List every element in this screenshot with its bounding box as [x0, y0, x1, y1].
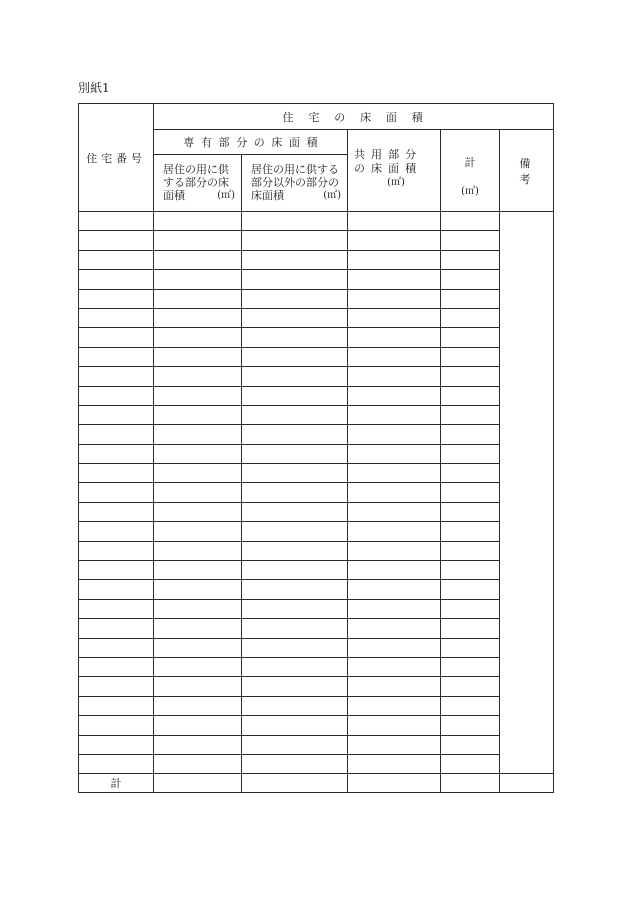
table-cell[interactable] [242, 444, 348, 463]
total-row-label: 計 [79, 774, 154, 793]
table-cell[interactable] [154, 425, 242, 444]
table-cell[interactable] [441, 270, 500, 289]
table-cell[interactable] [242, 561, 348, 580]
table-cell[interactable] [441, 347, 500, 366]
table-cell[interactable] [79, 231, 154, 250]
table-cell[interactable] [348, 444, 441, 463]
table-row [79, 716, 554, 735]
table-cell[interactable] [348, 308, 441, 327]
table-cell[interactable] [242, 212, 348, 231]
header-exclusive-floor-area: 専有部分の床面積 [154, 130, 348, 155]
table-cell[interactable] [79, 405, 154, 424]
table-row [79, 289, 554, 308]
table-cell[interactable] [242, 289, 348, 308]
table-row [79, 541, 554, 560]
table-cell[interactable] [79, 367, 154, 386]
table-cell[interactable] [441, 212, 500, 231]
table-cell[interactable] [348, 599, 441, 618]
table-cell[interactable] [242, 231, 348, 250]
table-cell[interactable] [441, 425, 500, 444]
table-cell[interactable] [154, 367, 242, 386]
table-cell[interactable] [154, 696, 242, 715]
total-row [79, 774, 554, 793]
table-cell[interactable] [348, 328, 441, 347]
total-unit: (㎡) [461, 186, 479, 197]
table-cell[interactable] [441, 657, 500, 676]
table-row [79, 483, 554, 502]
total-cell[interactable] [500, 774, 554, 793]
table-cell[interactable] [79, 561, 154, 580]
common-unit: (㎡) [387, 177, 405, 188]
table-cell[interactable] [242, 483, 348, 502]
table-cell[interactable] [348, 425, 441, 444]
table-cell[interactable] [348, 696, 441, 715]
table-cell[interactable] [242, 677, 348, 696]
table-cell[interactable] [348, 347, 441, 366]
table-cell[interactable] [242, 328, 348, 347]
table-cell[interactable] [154, 308, 242, 327]
table-cell[interactable] [348, 212, 441, 231]
table-row [79, 754, 554, 773]
table-cell[interactable] [79, 599, 154, 618]
table-cell[interactable] [242, 619, 348, 638]
table-cell[interactable] [154, 754, 242, 773]
table-cell[interactable] [79, 328, 154, 347]
header-floor-area: 住宅の床面積 [154, 104, 554, 130]
table-cell[interactable] [348, 580, 441, 599]
table-cell[interactable] [441, 580, 500, 599]
table-cell[interactable] [154, 347, 242, 366]
table-cell[interactable] [154, 289, 242, 308]
table-cell[interactable] [441, 522, 500, 541]
nonresidential-unit: (㎡) [323, 190, 341, 201]
table-cell[interactable] [441, 386, 500, 405]
table-cell[interactable] [79, 212, 154, 231]
table-row [79, 735, 554, 754]
table-cell[interactable] [154, 231, 242, 250]
table-row [79, 580, 554, 599]
table-cell[interactable] [348, 289, 441, 308]
table-cell[interactable] [154, 250, 242, 269]
table-cell[interactable] [441, 405, 500, 424]
table-cell[interactable] [79, 716, 154, 735]
common-line1: 共用部分 [354, 148, 423, 161]
table-cell[interactable] [348, 561, 441, 580]
table-row [79, 502, 554, 521]
table-cell[interactable] [79, 580, 154, 599]
table-cell[interactable] [242, 735, 348, 754]
table-row [79, 386, 554, 405]
table-cell[interactable] [441, 367, 500, 386]
table-cell[interactable] [242, 754, 348, 773]
table-row [79, 308, 554, 327]
table-cell[interactable] [79, 754, 154, 773]
table-cell[interactable] [154, 483, 242, 502]
table-cell[interactable] [79, 347, 154, 366]
table-cell[interactable] [79, 541, 154, 560]
table-cell[interactable] [441, 308, 500, 327]
table-cell[interactable] [441, 696, 500, 715]
table-cell[interactable] [348, 657, 441, 676]
residential-line2: する部分の床 [163, 176, 229, 189]
table-cell[interactable] [79, 289, 154, 308]
table-cell[interactable] [441, 716, 500, 735]
table-cell[interactable] [441, 502, 500, 521]
table-cell[interactable] [441, 735, 500, 754]
table-cell[interactable] [348, 677, 441, 696]
total-cell[interactable] [348, 774, 441, 793]
table-cell[interactable] [441, 561, 500, 580]
residential-line1: 居住の用に供 [163, 163, 229, 176]
table-cell[interactable] [348, 754, 441, 773]
table-cell[interactable] [79, 696, 154, 715]
table-cell[interactable] [79, 425, 154, 444]
table-cell[interactable] [154, 386, 242, 405]
remarks-cell[interactable] [500, 212, 554, 774]
table-cell[interactable] [348, 386, 441, 405]
table-cell[interactable] [242, 541, 348, 560]
table-cell[interactable] [242, 308, 348, 327]
table-row [79, 599, 554, 618]
table-cell[interactable] [348, 367, 441, 386]
table-cell[interactable] [242, 638, 348, 657]
table-cell[interactable] [348, 483, 441, 502]
table-cell[interactable] [79, 657, 154, 676]
table-cell[interactable] [79, 444, 154, 463]
table-cell[interactable] [154, 657, 242, 676]
table-row [79, 677, 554, 696]
table-cell[interactable] [348, 231, 441, 250]
table-cell[interactable] [79, 464, 154, 483]
table-cell[interactable] [441, 328, 500, 347]
table-cell[interactable] [441, 638, 500, 657]
table-cell[interactable] [154, 716, 242, 735]
table-cell[interactable] [441, 541, 500, 560]
table-row [79, 638, 554, 657]
table-cell[interactable] [348, 638, 441, 657]
table-cell[interactable] [154, 328, 242, 347]
table-cell[interactable] [79, 735, 154, 754]
table-row [79, 696, 554, 715]
table-cell[interactable] [79, 619, 154, 638]
table-row [79, 657, 554, 676]
table-row [79, 250, 554, 269]
table-cell[interactable] [154, 638, 242, 657]
table-cell[interactable] [348, 716, 441, 735]
table-cell[interactable] [154, 464, 242, 483]
table-cell[interactable] [348, 464, 441, 483]
table-cell[interactable] [154, 270, 242, 289]
table-cell[interactable] [242, 250, 348, 269]
nonresidential-line2: 部分以外の部分の [251, 176, 339, 189]
table-cell[interactable] [154, 522, 242, 541]
table-row [79, 405, 554, 424]
table-cell[interactable] [79, 483, 154, 502]
table-cell[interactable] [242, 580, 348, 599]
header-total [441, 130, 500, 212]
table-cell[interactable] [441, 444, 500, 463]
table-cell[interactable] [348, 522, 441, 541]
table-cell[interactable] [154, 212, 242, 231]
table-cell[interactable] [79, 522, 154, 541]
table-cell[interactable] [242, 405, 348, 424]
table-cell[interactable] [242, 657, 348, 676]
table-cell[interactable] [242, 599, 348, 618]
table-cell[interactable] [348, 541, 441, 560]
header-nonresidential-area [242, 155, 348, 212]
table-cell[interactable] [348, 735, 441, 754]
table-cell[interactable] [154, 561, 242, 580]
table-row [79, 619, 554, 638]
table-cell[interactable] [154, 541, 242, 560]
nonresidential-line3: 床面積 [251, 189, 284, 202]
table-row [79, 328, 554, 347]
table-cell[interactable] [348, 250, 441, 269]
table-row [79, 367, 554, 386]
table-cell[interactable] [79, 502, 154, 521]
table-cell[interactable] [242, 716, 348, 735]
table-cell[interactable] [79, 638, 154, 657]
table-cell[interactable] [154, 599, 242, 618]
table-row [79, 522, 554, 541]
table-row [79, 561, 554, 580]
table-cell[interactable] [441, 289, 500, 308]
table-row [79, 464, 554, 483]
header-common-floor-area [348, 130, 441, 212]
total-label: 計 [464, 156, 476, 169]
table-cell[interactable] [79, 270, 154, 289]
table-cell[interactable] [348, 619, 441, 638]
table-row [79, 212, 554, 231]
table-cell[interactable] [79, 308, 154, 327]
table-cell[interactable] [154, 735, 242, 754]
table-cell[interactable] [242, 367, 348, 386]
residential-line3: 面積 [163, 189, 185, 202]
total-cell[interactable] [242, 774, 348, 793]
document-label: 別紙1 [78, 81, 110, 95]
table-cell[interactable] [154, 580, 242, 599]
table-row [79, 444, 554, 463]
table-cell[interactable] [242, 386, 348, 405]
total-cell[interactable] [154, 774, 242, 793]
table-cell[interactable] [441, 231, 500, 250]
table-cell[interactable] [348, 270, 441, 289]
table-cell[interactable] [242, 425, 348, 444]
header-house-number: 住宅番号 [79, 104, 154, 212]
table-cell[interactable] [242, 347, 348, 366]
table-cell[interactable] [441, 677, 500, 696]
total-cell[interactable] [441, 774, 500, 793]
table-cell[interactable] [154, 619, 242, 638]
table-cell[interactable] [441, 754, 500, 773]
table-row [79, 347, 554, 366]
table-cell[interactable] [441, 464, 500, 483]
table-cell[interactable] [79, 250, 154, 269]
table-cell[interactable] [79, 677, 154, 696]
table-cell[interactable] [348, 405, 441, 424]
common-line2: の床面積 [354, 162, 423, 175]
table-cell[interactable] [154, 502, 242, 521]
table-cell[interactable] [79, 386, 154, 405]
residential-unit: (㎡) [217, 190, 235, 201]
table-cell[interactable] [441, 250, 500, 269]
floor-area-form-table [78, 103, 554, 793]
table-cell[interactable] [242, 522, 348, 541]
header-residential-area [154, 155, 242, 212]
table-cell[interactable] [154, 677, 242, 696]
header-remarks: 備考 [500, 130, 554, 212]
table-row [79, 425, 554, 444]
table-row [79, 231, 554, 250]
table-cell[interactable] [154, 444, 242, 463]
table-cell[interactable] [242, 270, 348, 289]
table-cell[interactable] [441, 619, 500, 638]
table-cell[interactable] [441, 483, 500, 502]
table-cell[interactable] [242, 696, 348, 715]
table-cell[interactable] [154, 405, 242, 424]
table-cell[interactable] [242, 464, 348, 483]
table-cell[interactable] [348, 502, 441, 521]
table-row [79, 270, 554, 289]
table-cell[interactable] [441, 599, 500, 618]
nonresidential-line1: 居住の用に供する [251, 163, 339, 176]
table-cell[interactable] [242, 502, 348, 521]
